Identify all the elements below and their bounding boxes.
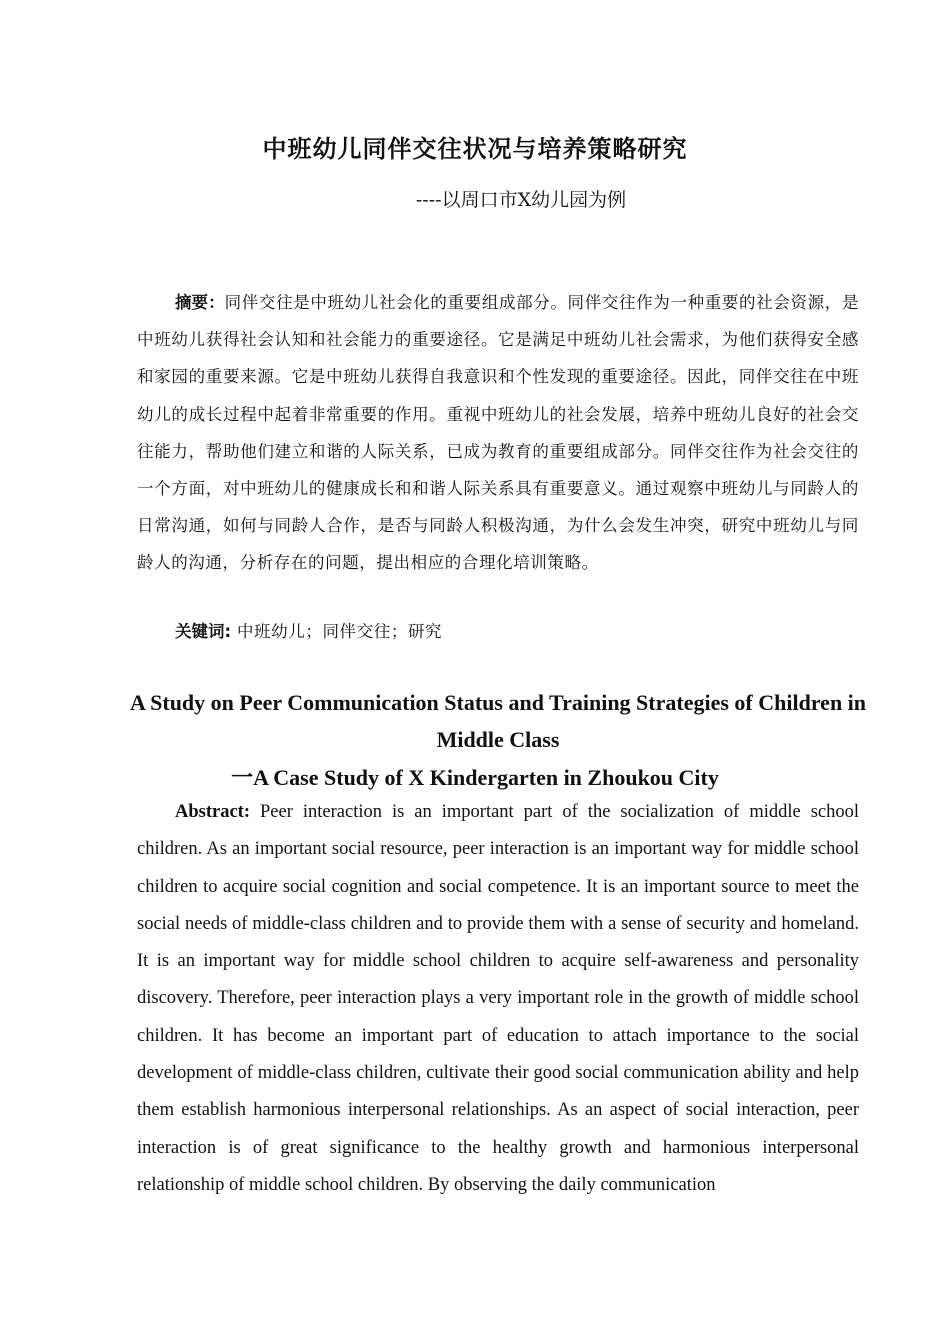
english-title: A Study on Peer Communication Status and Training Strategies of Children in Middle Class: [129, 690, 867, 752]
chinese-keywords-label: 关键词:: [175, 622, 232, 641]
english-abstract: [137, 794, 859, 1204]
chinese-keywords: [175, 616, 859, 648]
english-abstract-text: Peer interaction is an important part of the socialization of middle school children. As an important social resource, peer interaction is an important way for middle school children to acquire social cognition and social competence. It is an important source to meet the social needs of middle-class children and to provide them with a sense of security and homeland. It is an important way for middle school children to acquire self-awareness and personality discovery. Therefore, peer interaction plays a very important role in the growth of middle school children. It has become an important part of education to attach importance to the social development of middle-class children, cultivate their good social communication ability and help them establish harmonious interpersonal relationships. As an aspect of social interaction, peer interaction is of great significance to the healthy growth and harmonious interpersonal relationship of middle school children. By observing the daily communication: [137, 802, 859, 1195]
chinese-subtitle: ----以周口市X幼儿园为例: [415, 189, 627, 211]
chinese-title: 中班幼儿同伴交往状况与培养策略研究: [262, 135, 688, 163]
english-subtitle: 一A Case Study of X Kindergarten in Zhoukou City: [231, 765, 719, 790]
chinese-abstract-label: 摘要：: [175, 293, 225, 312]
chinese-abstract: [137, 284, 859, 582]
chinese-abstract-text: 同伴交往是中班幼儿社会化的重要组成部分。同伴交往作为一种重要的社会资源，是中班幼儿获得社会认知和社会能力的重要途径。它是满足中班幼儿社会需求，为他们获得安全感和家园的重要来源。它是中班幼儿获得自我意识和个性发现的重要途径。因此，同伴交往在中班幼儿的成长过程中起着非常重要的作用。重视中班幼儿的社会发展，培养中班幼儿良好的社会交往能力，帮助他们建立和谐的人际关系，已成为教育的重要组成部分。同伴交往作为社会交往的一个方面，对中班幼儿的健康成长和和谐人际关系具有重要意义。通过观察中班幼儿与同龄人的日常沟通，如何与同龄人合作，是否与同龄人积极沟通，为什么会发生冲突，研究中班幼儿与同龄人的沟通，分析存在的问题，提出相应的合理化培训策略。: [137, 293, 859, 573]
english-abstract-label: Abstract:: [175, 802, 251, 822]
chinese-keywords-text: 中班幼儿；同伴交往；研究: [231, 622, 443, 641]
